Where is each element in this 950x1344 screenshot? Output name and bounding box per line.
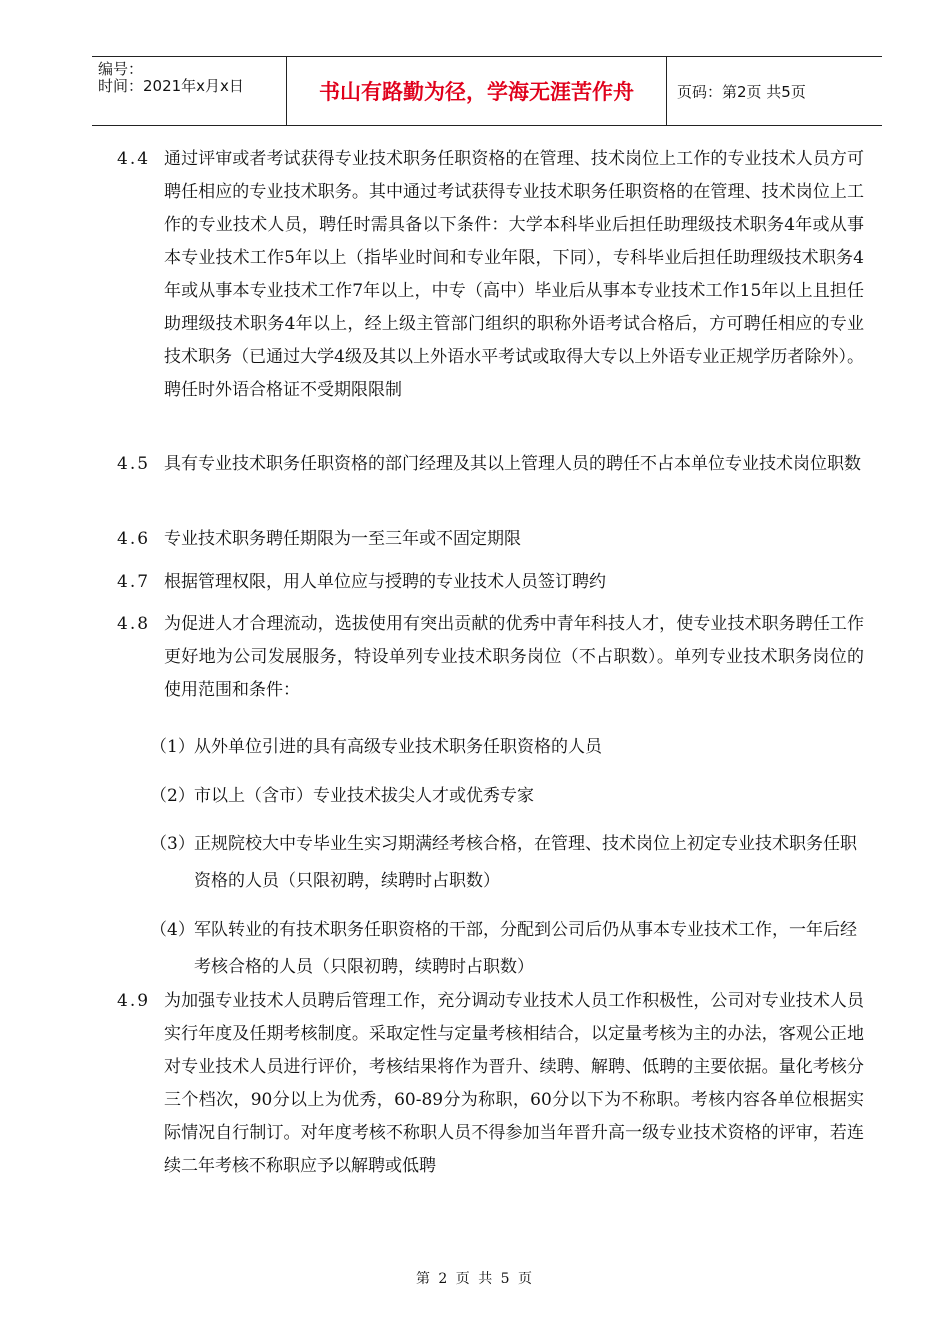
clause-text: 通过评审或者考试获得专业技术职务任职资格的在管理、技术岗位上工作的专业技术人员方可聘任相应的专业技术职务。其中通过考试获得专业技术职务任职资格的在管理、技术岗位上工作的专业技术人员，聘任时需具备以下条件：大学本科毕业后担任助理级技术职务4年或从事本专业技术工作5年以上（指毕业时间和专业年限，下同），专科毕业后担任助理级技术职务4年或从事本专业技术工作7年以上，中专（高中）毕业后从事本专业技术工作15年以上且担任助理级技术职务4年以上，经上级主管部门组织的职称外语考试合格后，方可聘任相应的专业技术职务（已通过大学4级及其以上外语水平考试或取得大专以上外语专业正规学历者除外）。聘任时外语合格证不受期限限制: [164, 149, 864, 400]
header-page-info: 页码：第2页 共5页: [677, 82, 806, 101]
sub-item-number: （2）: [150, 786, 195, 806]
sub-item-number: （1）: [150, 737, 195, 757]
clause-text: 为促进人才合理流动，选拔使用有突出贡献的优秀中青年科技人才，使专业技术职务聘任工作更好地为公司发展服务，特设单列专业技术职务岗位（不占职数）。单列专业技术职务岗位的使用范围和条件：: [164, 614, 864, 700]
clause-number: 4.6: [117, 529, 151, 549]
clause-number: 4.9: [117, 991, 151, 1011]
sub-item-text: 正规院校大中专毕业生实习期满经考核合格，在管理、技术岗位上初定专业技术职务任职资格的人员（只限初聘，续聘时占职数）: [194, 834, 857, 891]
header-motto: 书山有路勤为径，学海无涯苦作舟: [287, 57, 667, 125]
clause-number: 4.7: [117, 572, 151, 592]
sub-item-text: 军队转业的有技术职务任职资格的干部，分配到公司后仍从事本专业技术工作，一年后经考核合格的人员（只限初聘，续聘时占职数）: [194, 920, 857, 977]
clause-text: 根据管理权限，用人单位应与授聘的专业技术人员签订聘约: [164, 572, 606, 592]
document-code-label: 编号：: [98, 60, 144, 78]
clause-number: 4.8: [117, 614, 151, 634]
sub-item-text: 市以上（含市）专业技术拔尖人才或优秀专家: [194, 786, 534, 806]
sub-item-text: 从外单位引进的具有高级专业技术职务任职资格的人员: [194, 737, 602, 757]
clause-text: 专业技术职务聘任期限为一至三年或不固定期限: [164, 529, 521, 549]
page-header: [92, 56, 882, 126]
sub-item-number: （4）: [150, 920, 195, 940]
clause-text: 具有专业技术职务任职资格的部门经理及其以上管理人员的聘任不占本单位专业技术岗位职数: [164, 454, 861, 474]
page-footer: 第 2 页 共 5 页: [415, 1271, 535, 1287]
clause-number: 4.4: [117, 149, 151, 169]
header-meta: [92, 57, 287, 125]
sub-item-number: （3）: [150, 834, 195, 854]
document-date: 时间：2021年x月x日: [98, 77, 244, 95]
clause-text: 为加强专业技术人员聘后管理工作，充分调动专业技术人员工作积极性，公司对专业技术人员实行年度及任期考核制度。采取定性与定量考核相结合，以定量考核为主的办法，客观公正地对专业技术人员进行评价，考核结果将作为晋升、续聘、解聘、低聘的主要依据。量化考核分三个档次，90分以上为优秀，60-89分为称职，60分以下为不称职。考核内容各单位根据实际情况自行制订。对年度考核不称职人员不得参加当年晋升高一级专业技术资格的评审，若连续二年考核不称职应予以解聘或低聘: [164, 991, 864, 1176]
clause-number: 4.5: [117, 454, 151, 474]
